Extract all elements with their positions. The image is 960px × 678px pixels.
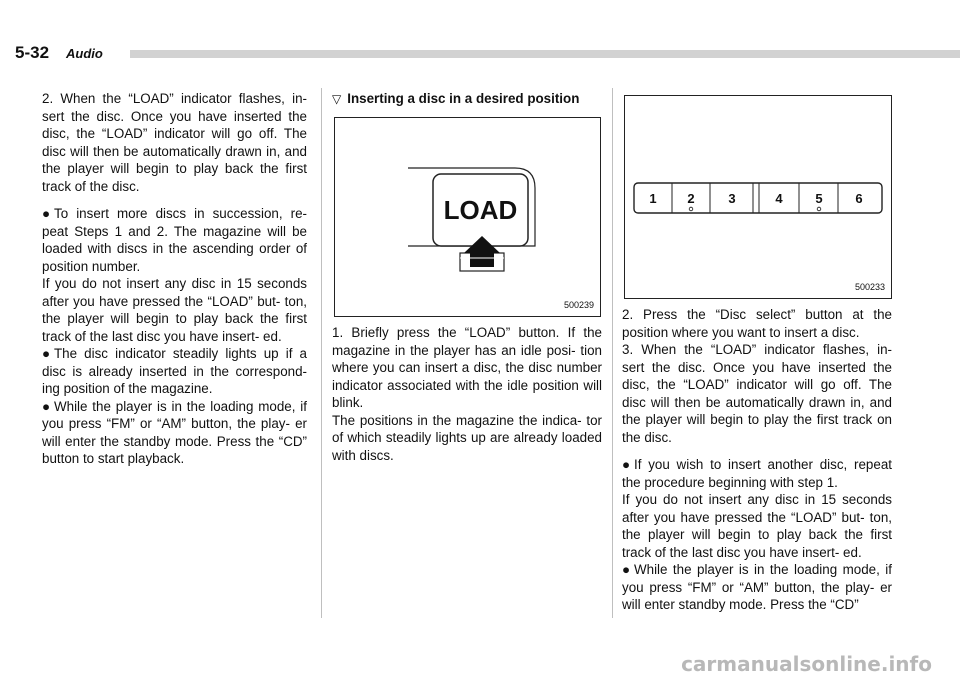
subheading xyxy=(332,90,604,108)
indicator-label: 1 xyxy=(649,191,657,206)
bullet-icon: ● xyxy=(622,562,631,577)
bullet-icon: ● xyxy=(42,346,51,361)
bullet-paragraph: ● If you wish to insert another disc, repeat the procedure beginning with step 1. xyxy=(622,457,892,490)
header-rule xyxy=(130,50,960,58)
subheading-text: Inserting a disc in a desired position xyxy=(347,91,580,106)
bullet-paragraph: ● To insert more discs in succession, re- peat Steps 1 and 2. The magazine will be loaded with discs in the ascending order of position number. xyxy=(42,206,307,274)
section-title: Audio xyxy=(66,46,103,61)
paragraph: The positions in the magazine the indica- tor of which steadily lights up are already loaded with discs. xyxy=(332,412,602,463)
paragraph: If you do not insert any disc in 15 seconds after you have pressed the “LOAD” but- ton, the player will begin to play back the first track of the last disc you have insert- ed. xyxy=(42,276,307,344)
load-button-figure xyxy=(334,117,601,317)
figure-code: 500239 xyxy=(563,300,594,310)
middle-column xyxy=(332,324,602,464)
triangle-icon: ▽ xyxy=(332,92,342,106)
watermark: carmanualsonline.info xyxy=(681,652,932,676)
disc-indicator-illustration xyxy=(625,96,891,298)
indicator-label: 2 xyxy=(687,191,695,206)
bullet-icon: ● xyxy=(42,398,51,414)
indicator-label: 6 xyxy=(855,191,863,206)
bullet-icon: ● xyxy=(42,206,51,221)
column-divider xyxy=(612,88,613,618)
bullet-paragraph: ● The disc indicator steadily lights up if a disc is already inserted in the correspond- ing position of the magazine. xyxy=(42,346,307,396)
paragraph: If you do not insert any disc in 15 seconds after you have pressed the “LOAD” but- ton, the player will begin to play back the first track of the last disc you have insert- ed. xyxy=(622,492,892,560)
paragraph: 3. When the “LOAD” indicator flashes, in- sert the disc. Once you have inserted the disc, the “LOAD” indicator will go off. The disc will then be automatically drawn in, and the player will begin to play the first track on the disc. xyxy=(622,342,892,445)
disc-indicator-figure xyxy=(624,95,892,299)
paragraph: 2. Press the “Disc select” button at the position where you want to insert a disc. xyxy=(622,307,892,340)
page-number: 5-32 xyxy=(15,43,50,62)
left-column xyxy=(42,90,307,468)
bullet-paragraph: ● While the player is in the loading mode, if you press “FM” or “AM” button, the play- er will enter standby mode. Press the “CD” xyxy=(622,562,892,612)
figure-code: 500233 xyxy=(854,282,885,292)
paragraph: 2. When the “LOAD” indicator flashes, in- sert the disc. Once you have inserted the disc, the “LOAD” indicator will go off. The disc will then be automatically drawn in, and the player will begin to play back the first track of the disc. xyxy=(42,91,307,194)
paragraph: 1. Briefly press the “LOAD” button. If the magazine in the player has an idle posi- tion where you can insert a disc, the disc number indicator associated with the idle position will blink. xyxy=(332,325,602,410)
load-button-illustration xyxy=(335,118,600,316)
bullet-paragraph: ● While the player is in the loading mode, if you press “FM” or “AM” button, the play- er will enter the standby mode. Press the “CD” button to start playback. xyxy=(42,398,307,466)
indicator-label: 4 xyxy=(775,191,783,206)
indicator-label: 5 xyxy=(815,191,823,206)
page-header xyxy=(15,38,960,68)
load-button-label: LOAD xyxy=(443,195,518,225)
right-column xyxy=(622,306,892,614)
column-divider xyxy=(321,88,322,618)
indicator-label: 3 xyxy=(728,191,736,206)
bullet-icon: ● xyxy=(622,457,631,472)
